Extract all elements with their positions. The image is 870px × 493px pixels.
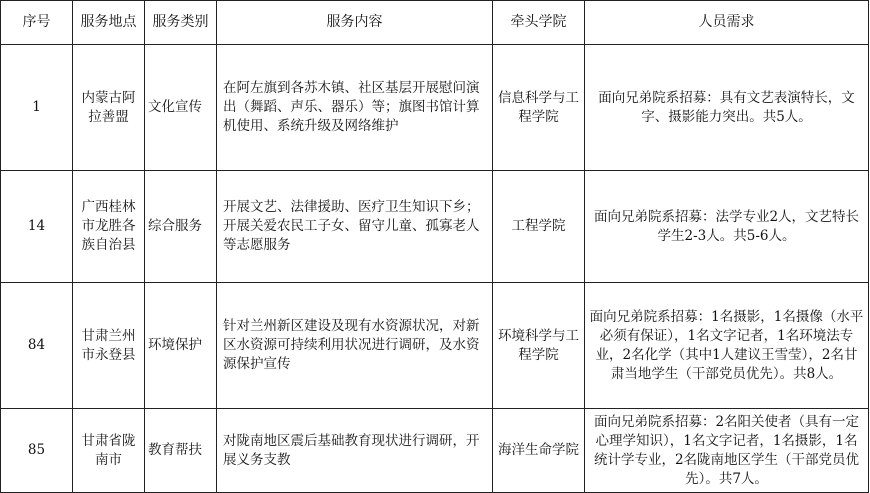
cell-location: 广西桂林市龙胜各族自治县 xyxy=(73,171,145,283)
cell-requirement: 面向兄弟院系招募：法学专业2人，文艺特长学生2-3人。共5-6人。 xyxy=(585,171,869,283)
header-content: 服务内容 xyxy=(217,1,493,45)
cell-requirement: 面向兄弟院系招募：1名摄影，1名摄像（水平必须有保证），1名文字记者，1名环境法专业，2名化学（其中1人建议王雪莹），2名甘肃当地学生（干部党员优先）。共8人。 xyxy=(585,283,869,409)
cell-category: 文化宣传 xyxy=(145,45,217,171)
cell-category: 环境保护 xyxy=(145,283,217,409)
cell-content: 开展文艺、法律援助、医疗卫生知识下乡；开展关爱农民工子女、留守儿童、孤寡老人等志愿服务 xyxy=(217,171,493,283)
cell-category: 综合服务 xyxy=(145,171,217,283)
table-row xyxy=(1,283,869,409)
cell-category: 教育帮扶 xyxy=(145,409,217,493)
cell-location: 甘肃省陇南市 xyxy=(73,409,145,493)
cell-requirement: 面向兄弟院系招募：具有文艺表演特长，文字、摄影能力突出。共5人。 xyxy=(585,45,869,171)
cell-content: 针对兰州新区建设及现有水资源状况，对新区水资源可持续利用状况进行调研，及水资源保护宣传 xyxy=(217,283,493,409)
table-row xyxy=(1,171,869,283)
cell-college: 工程学院 xyxy=(493,171,585,283)
header-index: 序号 xyxy=(1,1,73,45)
header-location: 服务地点 xyxy=(73,1,145,45)
cell-requirement: 面向兄弟院系招募：2名阳关使者（具有一定心理学知识），1名文字记者，1名摄影，1名统计学专业，2名陇南地区学生（干部党员优先）。共7人。 xyxy=(585,409,869,493)
cell-index: 84 xyxy=(1,283,73,409)
cell-college: 环境科学与工程学院 xyxy=(493,283,585,409)
header-requirement: 人员需求 xyxy=(585,1,869,45)
table-row xyxy=(1,45,869,171)
cell-index: 14 xyxy=(1,171,73,283)
cell-index: 85 xyxy=(1,409,73,493)
cell-content: 对陇南地区震后基础教育现状进行调研，开展义务支教 xyxy=(217,409,493,493)
header-category: 服务类别 xyxy=(145,1,217,45)
table-header-row xyxy=(1,1,869,45)
cell-index: 1 xyxy=(1,45,73,171)
cell-location: 内蒙古阿拉善盟 xyxy=(73,45,145,171)
table-row xyxy=(1,409,869,493)
cell-content: 在阿左旗到各苏木镇、社区基层开展慰问演出（舞蹈、声乐、器乐）等；旗图书馆计算机使用、系统升级及网络维护 xyxy=(217,45,493,171)
header-college: 牵头学院 xyxy=(493,1,585,45)
cell-college: 海洋生命学院 xyxy=(493,409,585,493)
cell-college: 信息科学与工程学院 xyxy=(493,45,585,171)
cell-location: 甘肃兰州市永登县 xyxy=(73,283,145,409)
